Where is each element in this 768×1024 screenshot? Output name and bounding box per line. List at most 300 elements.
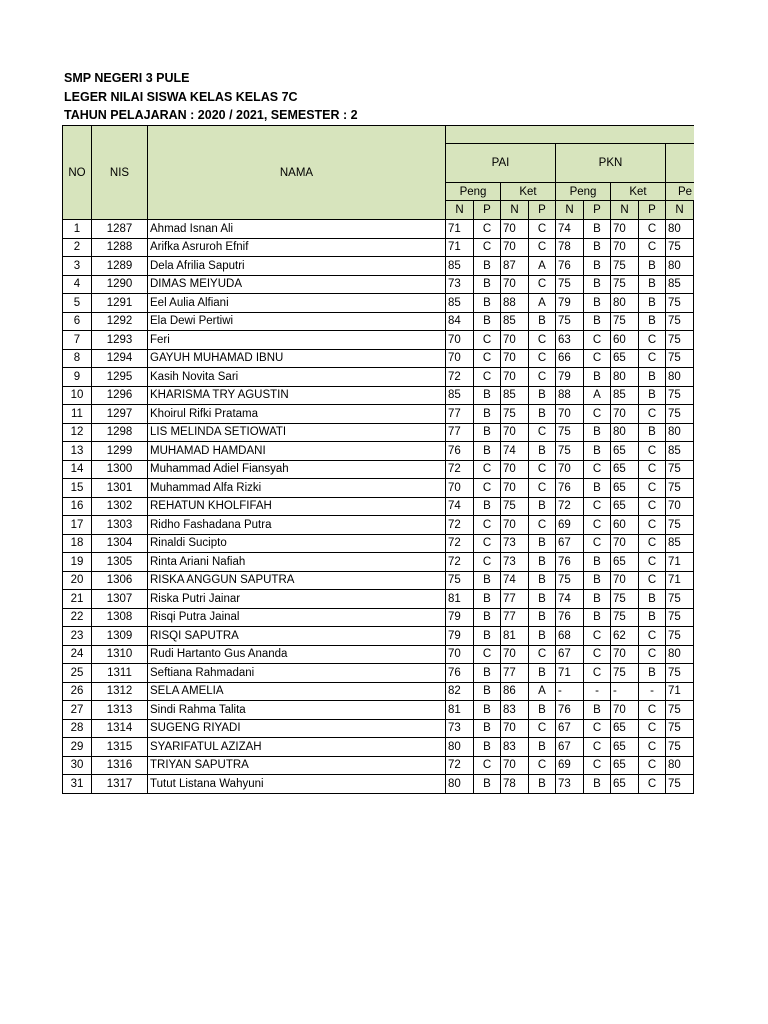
row-no: 26 [63,682,92,701]
table-row [63,534,694,553]
row-no: 30 [63,756,92,775]
pkn-ket-n: 65 [611,497,639,516]
pai-ket-n: 73 [501,534,529,553]
pai-ket-n: 75 [501,405,529,424]
pkn-peng-n: 79 [556,368,584,387]
row-nis: 1287 [92,220,148,239]
pai-peng-n: 72 [446,516,474,535]
pai-peng-p: B [474,701,501,720]
pkn-ket-n: 65 [611,460,639,479]
pai-peng-n: 73 [446,719,474,738]
next-peng-n: 85 [666,275,694,294]
next-peng-n: 75 [666,738,694,757]
pai-ket-p: C [529,423,556,442]
row-nis: 1303 [92,516,148,535]
pkn-ket-p: B [639,368,666,387]
row-nama: KHARISMA TRY AGUSTIN [148,386,446,405]
pai-peng-p: C [474,349,501,368]
pkn-peng-n: 67 [556,719,584,738]
row-nama: Seftiana Rahmadani [148,664,446,683]
pkn-peng-p: C [584,627,611,646]
pai-peng-p: C [474,645,501,664]
row-nis: 1307 [92,590,148,609]
pkn-peng-n: 76 [556,701,584,720]
next-peng-n: 80 [666,257,694,276]
row-nama: Ahmad Isnan Ali [148,220,446,239]
pkn-ket-p: C [639,331,666,350]
row-nama: Sindi Rahma Talita [148,701,446,720]
table-row [63,331,694,350]
pai-ket-p: B [529,405,556,424]
pkn-peng-p: B [584,294,611,313]
pai-peng-n: 77 [446,423,474,442]
next-peng-n: 75 [666,590,694,609]
pkn-ket-p: B [639,257,666,276]
pkn-peng-p: C [584,645,611,664]
table-row [63,608,694,627]
row-nama: Feri [148,331,446,350]
pai-peng-p: B [474,571,501,590]
pkn-ket-p: - [639,682,666,701]
pkn-peng-n: 70 [556,405,584,424]
header-pai-peng: Peng [446,183,501,201]
header-pai-ket: Ket [501,183,556,201]
table-row [63,294,694,313]
pai-ket-n: 70 [501,719,529,738]
next-peng-n: 75 [666,479,694,498]
table-row [63,571,694,590]
pkn-peng-p: B [584,571,611,590]
table-row [63,238,694,257]
table-row [63,682,694,701]
next-peng-n: 71 [666,682,694,701]
row-no: 10 [63,386,92,405]
school-name: SMP NEGERI 3 PULE [64,71,190,85]
pkn-peng-n: 67 [556,645,584,664]
row-no: 28 [63,719,92,738]
next-peng-n: 75 [666,627,694,646]
next-peng-n: 71 [666,571,694,590]
next-peng-n: 80 [666,645,694,664]
pai-peng-p: B [474,590,501,609]
pai-peng-n: 80 [446,775,474,794]
pai-ket-n: 70 [501,516,529,535]
row-no: 19 [63,553,92,572]
row-no: 11 [63,405,92,424]
pai-peng-n: 79 [446,608,474,627]
pkn-peng-p: C [584,738,611,757]
pkn-ket-n: 60 [611,331,639,350]
pkn-ket-n: 80 [611,368,639,387]
table-row [63,553,694,572]
row-nama: Rudi Hartanto Gus Ananda [148,645,446,664]
pai-ket-p: C [529,238,556,257]
table-row [63,645,694,664]
table-row [63,368,694,387]
pai-ket-n: 73 [501,553,529,572]
row-no: 16 [63,497,92,516]
pkn-peng-n: 63 [556,331,584,350]
row-nis: 1293 [92,331,148,350]
row-nis: 1313 [92,701,148,720]
row-nama: Risqi Putra Jainal [148,608,446,627]
row-nama: Ela Dewi Pertiwi [148,312,446,331]
pai-ket-p: C [529,719,556,738]
row-nama: Eel Aulia Alfiani [148,294,446,313]
pkn-peng-n: 71 [556,664,584,683]
pkn-peng-p: C [584,460,611,479]
row-nama: Muhammad Adiel Fiansyah [148,460,446,479]
pkn-ket-n: 75 [611,664,639,683]
next-peng-n: 70 [666,497,694,516]
next-peng-n: 75 [666,312,694,331]
next-peng-n: 80 [666,368,694,387]
pai-ket-p: C [529,349,556,368]
pai-ket-p: B [529,701,556,720]
row-nis: 1314 [92,719,148,738]
pkn-ket-p: B [639,275,666,294]
pkn-peng-n: 70 [556,460,584,479]
pkn-ket-p: C [639,497,666,516]
row-no: 5 [63,294,92,313]
row-nis: 1295 [92,368,148,387]
row-nis: 1305 [92,553,148,572]
table-row [63,701,694,720]
pkn-ket-n: 70 [611,645,639,664]
next-peng-n: 75 [666,460,694,479]
pai-ket-n: 77 [501,664,529,683]
pai-peng-p: B [474,294,501,313]
table-row [63,442,694,461]
table-row [63,220,694,239]
pai-peng-n: 85 [446,257,474,276]
next-peng-n: 75 [666,405,694,424]
pkn-peng-p: C [584,534,611,553]
pkn-peng-p: B [584,220,611,239]
pai-ket-n: 70 [501,220,529,239]
document-header [64,69,358,125]
next-peng-n: 75 [666,516,694,535]
pkn-ket-p: B [639,294,666,313]
pai-ket-p: B [529,312,556,331]
pkn-ket-p: C [639,775,666,794]
pkn-ket-n: 60 [611,516,639,535]
next-peng-n: 80 [666,220,694,239]
pkn-peng-p: C [584,331,611,350]
table-row [63,275,694,294]
row-nis: 1299 [92,442,148,461]
header-p: P [639,201,666,220]
pkn-ket-n: 65 [611,442,639,461]
pkn-peng-n: 75 [556,312,584,331]
next-peng-n: 75 [666,608,694,627]
pai-peng-p: B [474,423,501,442]
row-no: 29 [63,738,92,757]
pkn-ket-p: C [639,645,666,664]
pkn-ket-n: 65 [611,349,639,368]
pai-ket-n: 70 [501,645,529,664]
pai-peng-p: B [474,738,501,757]
table-row [63,664,694,683]
pkn-peng-n: 76 [556,553,584,572]
row-nama: Rinta Ariani Nafiah [148,553,446,572]
header-n: N [501,201,529,220]
row-nama: MUHAMAD HAMDANI [148,442,446,461]
pkn-peng-n: 67 [556,534,584,553]
table-row [63,257,694,276]
row-nis: 1294 [92,349,148,368]
pkn-peng-p: C [584,497,611,516]
pai-ket-n: 85 [501,312,529,331]
row-nis: 1290 [92,275,148,294]
table-row [63,627,694,646]
pai-ket-n: 86 [501,682,529,701]
row-nama: Kasih Novita Sari [148,368,446,387]
pkn-peng-n: 72 [556,497,584,516]
pai-peng-p: C [474,756,501,775]
row-nama: Dela Afrilia Saputri [148,257,446,276]
row-no: 22 [63,608,92,627]
pai-ket-p: C [529,516,556,535]
grade-table [62,125,694,794]
next-peng-n: 75 [666,775,694,794]
academic-year: TAHUN PELAJARAN : 2020 / 2021, SEMESTER : 2 [64,108,358,122]
next-peng-n: 75 [666,294,694,313]
pai-peng-p: B [474,627,501,646]
row-nis: 1310 [92,645,148,664]
pkn-ket-n: 70 [611,571,639,590]
next-peng-n: 75 [666,349,694,368]
pai-peng-p: B [474,497,501,516]
table-row [63,756,694,775]
pkn-ket-n: 85 [611,386,639,405]
row-nis: 1297 [92,405,148,424]
row-no: 25 [63,664,92,683]
pai-peng-n: 72 [446,460,474,479]
pai-ket-n: 87 [501,257,529,276]
pai-ket-n: 88 [501,294,529,313]
pkn-ket-n: 70 [611,405,639,424]
pai-peng-p: C [474,238,501,257]
pai-ket-n: 74 [501,442,529,461]
table-header [63,126,694,220]
row-nama: Arifka Asruroh Efnif [148,238,446,257]
pai-peng-n: 73 [446,275,474,294]
pai-ket-n: 78 [501,775,529,794]
pai-ket-n: 70 [501,756,529,775]
row-nis: 1311 [92,664,148,683]
header-n: N [666,201,694,220]
pkn-ket-n: 62 [611,627,639,646]
pai-peng-n: 81 [446,701,474,720]
pai-ket-n: 83 [501,738,529,757]
row-no: 6 [63,312,92,331]
row-no: 21 [63,590,92,609]
row-no: 9 [63,368,92,387]
pai-peng-n: 72 [446,756,474,775]
pai-peng-p: C [474,479,501,498]
header-pkn-ket: Ket [611,183,666,201]
pkn-peng-n: 74 [556,220,584,239]
row-nama: LIS MELINDA SETIOWATI [148,423,446,442]
row-no: 8 [63,349,92,368]
pai-ket-p: B [529,534,556,553]
pai-peng-n: 70 [446,645,474,664]
pai-peng-n: 72 [446,368,474,387]
pkn-ket-n: 80 [611,294,639,313]
pai-peng-p: C [474,460,501,479]
pkn-ket-p: B [639,386,666,405]
row-no: 1 [63,220,92,239]
row-nis: 1317 [92,775,148,794]
pai-peng-p: C [474,553,501,572]
pai-peng-n: 72 [446,534,474,553]
table-row [63,590,694,609]
pai-peng-p: C [474,220,501,239]
pkn-peng-n: 88 [556,386,584,405]
header-subject-pai: PAI [446,144,556,183]
row-nis: 1304 [92,534,148,553]
pai-peng-p: B [474,775,501,794]
row-nama: REHATUN KHOLFIFAH [148,497,446,516]
pkn-peng-n: 75 [556,571,584,590]
pkn-ket-p: C [639,701,666,720]
pai-peng-n: 76 [446,664,474,683]
pkn-ket-n: 70 [611,238,639,257]
pkn-ket-p: C [639,627,666,646]
table-row [63,497,694,516]
header-n: N [556,201,584,220]
table-row [63,423,694,442]
pkn-peng-n: 78 [556,238,584,257]
pai-peng-n: 85 [446,294,474,313]
pai-ket-n: 75 [501,497,529,516]
next-peng-n: 75 [666,386,694,405]
pai-peng-p: B [474,719,501,738]
pkn-peng-n: - [556,682,584,701]
pkn-peng-n: 69 [556,756,584,775]
pkn-peng-p: B [584,423,611,442]
row-nama: SELA AMELIA [148,682,446,701]
pkn-peng-p: B [584,608,611,627]
pai-peng-n: 81 [446,590,474,609]
row-nama: SYARIFATUL AZIZAH [148,738,446,757]
ledger-title: LEGER NILAI SISWA KELAS KELAS 7C [64,89,298,104]
pkn-ket-p: B [639,664,666,683]
pai-ket-p: B [529,553,556,572]
pai-ket-p: C [529,460,556,479]
row-no: 31 [63,775,92,794]
row-nis: 1288 [92,238,148,257]
table-row [63,460,694,479]
pai-ket-p: B [529,627,556,646]
row-nama: DIMAS MEIYUDA [148,275,446,294]
pai-peng-n: 70 [446,349,474,368]
pai-peng-n: 77 [446,405,474,424]
pai-ket-n: 70 [501,460,529,479]
row-nis: 1298 [92,423,148,442]
pkn-peng-p: C [584,516,611,535]
pkn-ket-p: C [639,553,666,572]
row-no: 13 [63,442,92,461]
row-nama: RISQI SAPUTRA [148,627,446,646]
pkn-ket-p: C [639,220,666,239]
pkn-ket-p: C [639,738,666,757]
pkn-ket-p: C [639,479,666,498]
pkn-ket-n: 75 [611,275,639,294]
pai-peng-p: B [474,442,501,461]
pai-peng-n: 80 [446,738,474,757]
pkn-ket-n: - [611,682,639,701]
row-nama: TRIYAN SAPUTRA [148,756,446,775]
row-nis: 1308 [92,608,148,627]
row-no: 23 [63,627,92,646]
row-nis: 1302 [92,497,148,516]
table-row [63,386,694,405]
next-peng-n: 85 [666,442,694,461]
row-nis: 1296 [92,386,148,405]
pai-peng-p: B [474,608,501,627]
pai-ket-p: B [529,664,556,683]
table-row [63,405,694,424]
pkn-ket-p: B [639,423,666,442]
pkn-ket-n: 70 [611,534,639,553]
pkn-peng-n: 66 [556,349,584,368]
row-no: 24 [63,645,92,664]
next-peng-n: 75 [666,664,694,683]
pai-ket-p: B [529,386,556,405]
pkn-peng-p: B [584,312,611,331]
pai-peng-p: B [474,405,501,424]
pai-ket-p: B [529,571,556,590]
pkn-peng-p: B [584,590,611,609]
next-peng-n: 85 [666,534,694,553]
row-no: 4 [63,275,92,294]
pai-peng-p: C [474,368,501,387]
pkn-peng-n: 74 [556,590,584,609]
pkn-peng-p: B [584,775,611,794]
pkn-ket-p: C [639,238,666,257]
pai-ket-p: C [529,220,556,239]
row-no: 18 [63,534,92,553]
pkn-peng-n: 76 [556,608,584,627]
header-subjects-band [446,126,694,144]
pkn-ket-n: 65 [611,479,639,498]
pkn-ket-n: 65 [611,738,639,757]
row-nama: Muhammad Alfa Rizki [148,479,446,498]
pkn-peng-n: 68 [556,627,584,646]
pai-ket-p: C [529,275,556,294]
pkn-peng-p: B [584,701,611,720]
header-n: N [446,201,474,220]
pkn-ket-n: 65 [611,775,639,794]
table-row [63,312,694,331]
pai-ket-n: 70 [501,423,529,442]
pkn-ket-p: C [639,571,666,590]
header-nis: NIS [92,126,148,220]
pkn-ket-n: 75 [611,608,639,627]
row-nis: 1316 [92,756,148,775]
pai-peng-n: 79 [446,627,474,646]
pkn-peng-p: C [584,349,611,368]
table-body [63,220,694,794]
pkn-peng-p: C [584,719,611,738]
header-p: P [584,201,611,220]
row-nis: 1300 [92,460,148,479]
pkn-peng-n: 75 [556,442,584,461]
pkn-ket-p: B [639,312,666,331]
pai-ket-p: A [529,682,556,701]
